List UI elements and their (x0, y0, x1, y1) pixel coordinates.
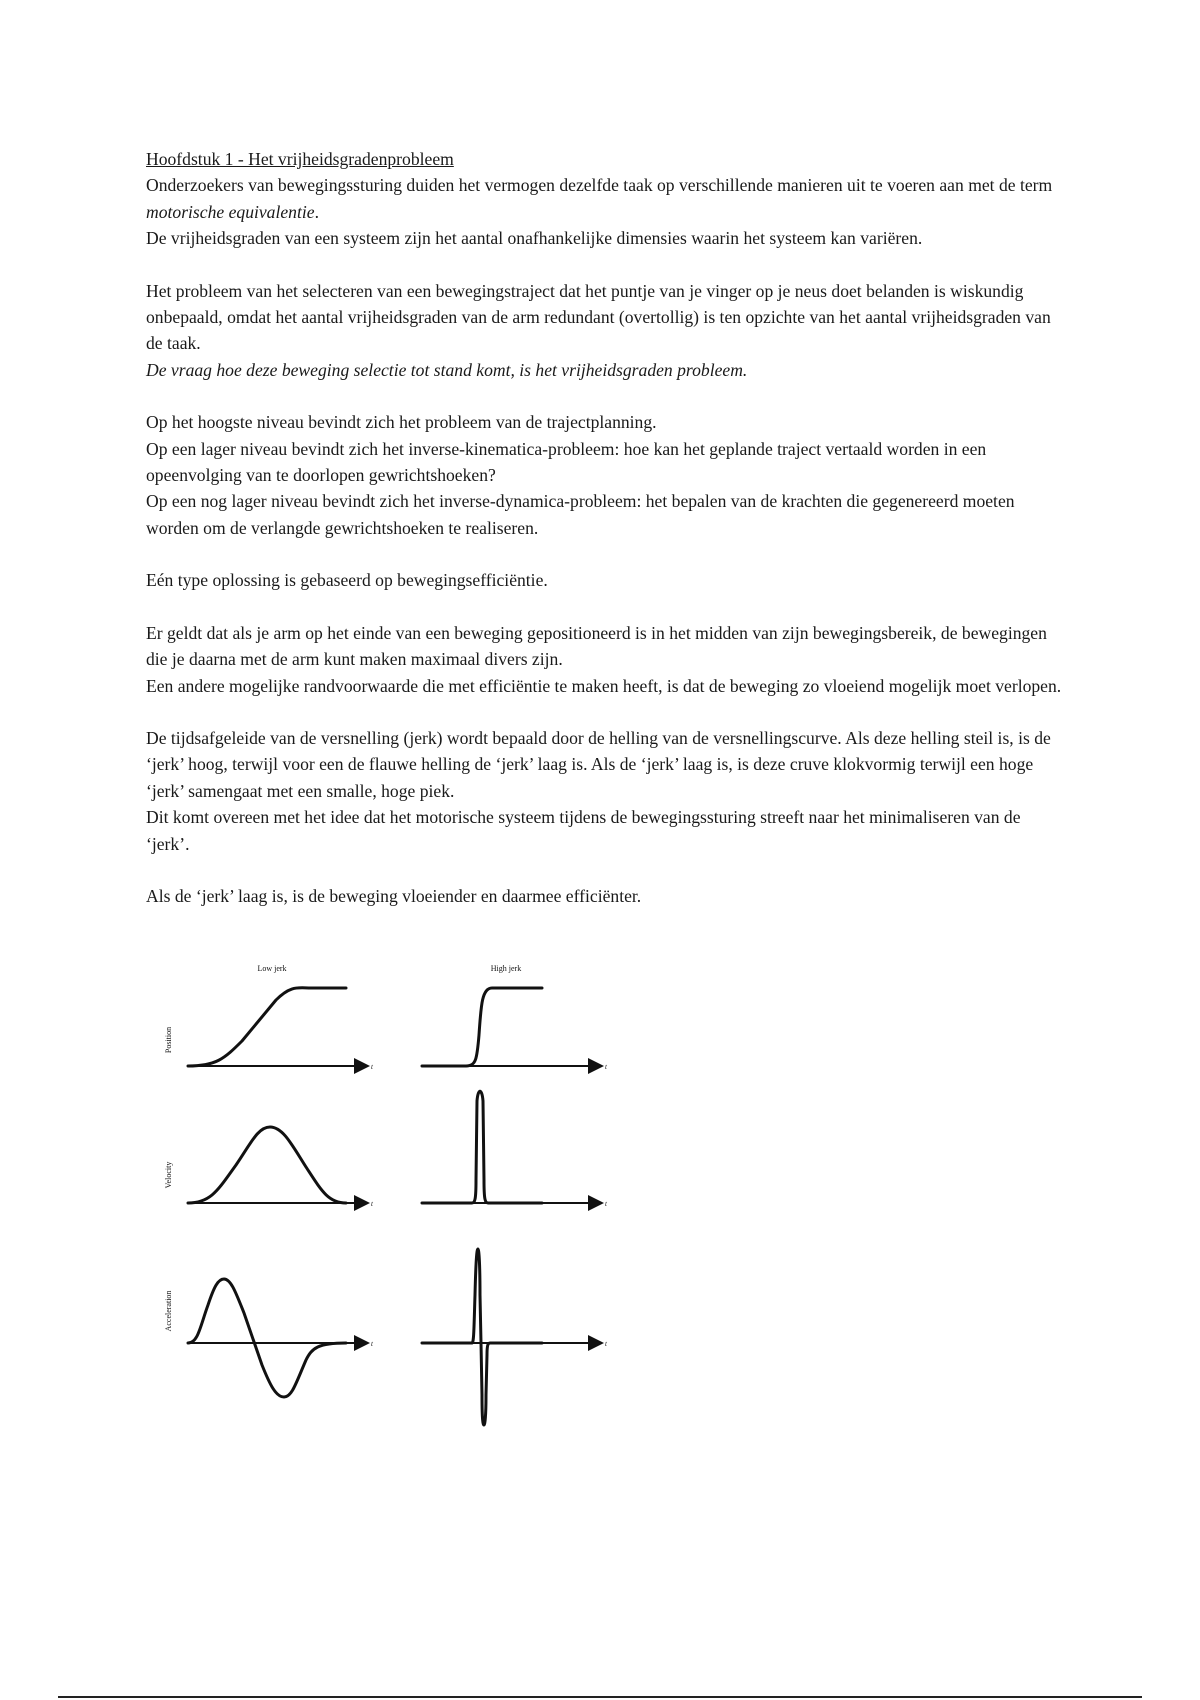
emphasis-term: motorische equivalentie (146, 201, 315, 222)
axis-t-label: t (605, 1063, 607, 1071)
paragraph-conclusion: Als de ‘jerk’ laag is, is de beweging vloeiender en daarmee efficiënter. (146, 885, 642, 906)
paragraph-minimize-jerk: Dit komt overeen met het idee dat het motorische systeem tijdens de bewegingssturing streeft naar het minimaliseren van de ‘jerk’. (146, 807, 1021, 854)
column-title-high-jerk: High jerk (490, 964, 522, 973)
paragraph-smoothness: Een andere mogelijke randvoorwaarde die met efficiëntie te maken heeft, is dat de beweging zo vloeiend mogelijk moet verlopen. (146, 675, 1062, 696)
footer-rule (58, 1696, 1142, 1698)
paragraph-highest-level: Op het hoogste niveau bevindt zich het probleem van de trajectplanning. (146, 412, 657, 433)
curve-acceleration-high-jerk (422, 1249, 542, 1425)
document-body (146, 146, 1066, 909)
paragraph-lowest-level: Op een nog lager niveau bevindt zich het inverse-dynamica-probleem: het bepalen van de krachten die gegenereerd moeten worden om de verlangde gewrichtshoeken te realiseren. (146, 491, 1015, 538)
row-label-acceleration: Acceleration (164, 1290, 173, 1332)
jerk-figure-svg (146, 955, 616, 1445)
paragraph-efficiency: Eén type oplossing is gebaseerd op bewegingsefficiëntie. (146, 570, 548, 591)
curve-position-high-jerk (422, 988, 542, 1066)
paragraph-lower-level: Op een lager niveau bevindt zich het inverse-kinematica-probleem: hoe kan het geplande traject vertaald worden in een opeenvolging van te doorlopen gewrichtshoeken? (146, 438, 987, 486)
curve-velocity-high-jerk (422, 1091, 542, 1203)
paragraph-motor-equivalence (146, 172, 1066, 225)
axis-t-label: t (371, 1063, 373, 1071)
paragraph-trajectory-problem: Het probleem van het selecteren van een bewegingstraject dat het puntje van je vinger op je neus doet belanden is wiskundig onbepaald, omdat het aantal vrijheidsgraden van de arm redundant (overtollig) is ten opzichte van het aantal vrijheidsgraden van de taak. (146, 280, 1051, 354)
paragraph-jerk-definition: De tijdsafgeleide van de versnelling (jerk) wordt bepaald door de helling van de versnellingscurve. Als deze helling steil is, is de ‘jerk’ hoog, terwijl voor een de flauwe helling de ‘jerk’ laag is. Als de ‘jerk’ laag is, is deze cruve klokvormig terwijl een hoge ‘jerk’ samengaat met een smalle, hoge piek. (146, 727, 1051, 801)
curve-acceleration-low-jerk (188, 1279, 346, 1397)
row-label-velocity: Velocity (164, 1161, 173, 1189)
axis-t-label: t (605, 1200, 607, 1208)
column-title-low-jerk: Low jerk (257, 964, 287, 973)
axis-t-label: t (605, 1340, 607, 1348)
axis-t-label: t (371, 1340, 373, 1348)
paragraph-text: . (314, 201, 319, 222)
jerk-figure (146, 955, 616, 1445)
paragraph-text: Onderzoekers van bewegingssturing duiden het vermogen dezelfde taak op verschillende manieren uit te voeren aan met de term (146, 175, 1053, 196)
axis-t-label: t (371, 1200, 373, 1208)
curve-velocity-low-jerk (188, 1127, 346, 1203)
paragraph-degrees-of-freedom: De vrijheidsgraden van een systeem zijn het aantal onafhankelijke dimensies waarin het systeem kan variëren. (146, 228, 923, 249)
curve-position-low-jerk (188, 988, 346, 1066)
paragraph-question: De vraag hoe deze beweging selectie tot stand komt, is het vrijheidsgraden probleem. (146, 359, 748, 380)
paragraph-range-of-motion: Er geldt dat als je arm op het einde van een beweging gepositioneerd is in het midden van zijn bewegingsbereik, de bewegingen die je daarna met de arm kunt maken maximaal divers zijn. (146, 622, 1047, 670)
chapter-title: Hoofdstuk 1 - Het vrijheidsgradenprobleem (146, 149, 454, 169)
row-label-position: Position (164, 1026, 173, 1054)
